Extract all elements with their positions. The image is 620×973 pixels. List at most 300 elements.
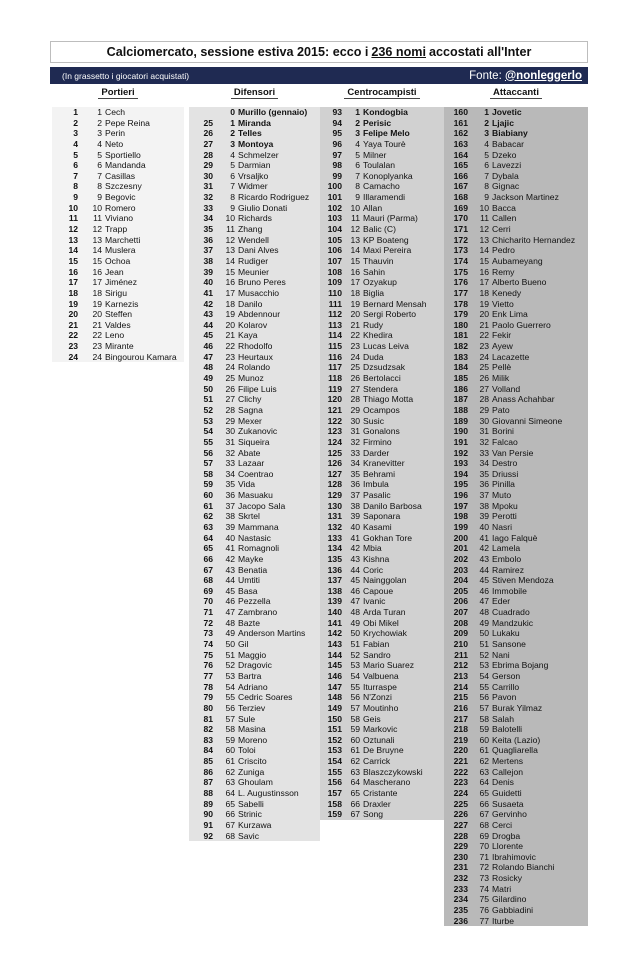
player-name: Toloi: [238, 745, 256, 756]
overall-number: 226: [453, 809, 468, 820]
player-row: [444, 107, 588, 118]
overall-number: 149: [327, 702, 342, 713]
player-row: [320, 692, 444, 703]
player-row: [189, 682, 320, 693]
overall-number: 58: [203, 468, 213, 479]
player-row: [320, 352, 444, 363]
role-number: 62: [350, 756, 360, 767]
role-number: 65: [350, 788, 360, 798]
overall-number: 108: [327, 266, 342, 277]
player-row: [444, 788, 588, 799]
role-number: 21: [350, 319, 360, 330]
overall-number: 109: [327, 277, 342, 288]
role-number: 32: [225, 447, 235, 458]
role-number: 37: [350, 490, 360, 501]
role-number: 11: [480, 213, 489, 224]
player-row: [444, 905, 588, 916]
player-name: Moreno: [238, 734, 268, 745]
role-number: 64: [479, 777, 489, 788]
player-row: [52, 320, 184, 331]
role-number: 35: [225, 479, 235, 490]
role-number: 28: [350, 394, 360, 405]
player-name: Guidetti: [492, 788, 522, 798]
player-row: [444, 735, 588, 746]
player-name: Coric: [363, 564, 384, 575]
role-number: 55: [350, 681, 360, 692]
overall-number: 155: [327, 766, 342, 777]
role-number: 20: [92, 309, 102, 320]
column-header-attaccanti: [444, 86, 588, 99]
role-number: 75: [479, 894, 489, 905]
overall-number: 152: [327, 734, 342, 745]
overall-number: 212: [453, 660, 468, 671]
overall-number: 80: [203, 702, 213, 713]
role-number: 26: [350, 373, 360, 384]
player-name: Casillas: [105, 170, 136, 181]
overall-number: 24: [68, 351, 78, 362]
player-row: [444, 277, 588, 288]
player-name: Susaeta: [492, 798, 524, 809]
role-number: 6: [230, 170, 235, 181]
overall-number: 208: [453, 617, 468, 628]
overall-number: 236: [453, 915, 468, 926]
role-number: 25: [479, 362, 489, 373]
overall-number: 61: [203, 500, 213, 511]
player-row: [320, 618, 444, 629]
player-row: [320, 490, 444, 501]
overall-number: 206: [453, 596, 468, 607]
overall-number: 127: [327, 468, 342, 479]
overall-number: 148: [327, 692, 342, 703]
overall-number: 204: [453, 575, 468, 586]
overall-number: 159: [327, 809, 342, 820]
overall-number: 60: [203, 490, 213, 501]
player-name: Cedric Soares: [238, 692, 293, 703]
overall-number: 176: [453, 277, 468, 288]
role-number: 57: [350, 702, 360, 713]
player-name: Sansone: [492, 639, 526, 650]
overall-number: 231: [453, 862, 468, 873]
column-header-difensori: [189, 86, 320, 99]
player-name: Mammana: [238, 521, 279, 532]
role-number: 72: [479, 862, 489, 873]
player-row: [444, 320, 588, 331]
player-name: Rudy: [363, 319, 384, 330]
player-row: [189, 235, 320, 246]
role-number: 2: [484, 117, 489, 128]
overall-number: 129: [327, 490, 342, 501]
player-name: Thiago Motta: [363, 394, 414, 405]
player-row: [444, 862, 588, 873]
player-name: Blaszczykowski: [363, 766, 423, 777]
player-row: [444, 565, 588, 576]
player-row: [320, 767, 444, 778]
title-suffix: accostati all'Inter: [429, 45, 532, 59]
player-row: [444, 809, 588, 820]
role-number: 42: [225, 553, 235, 564]
player-name: Cuadrado: [492, 607, 530, 618]
player-row: [444, 831, 588, 842]
player-row: [320, 586, 444, 597]
player-row: [444, 586, 588, 597]
player-row: [52, 192, 184, 203]
player-row: [320, 309, 444, 320]
overall-number: 55: [203, 436, 213, 447]
overall-number: 119: [328, 383, 342, 394]
player-name: Ebrima Bojang: [492, 660, 549, 671]
overall-number: 224: [453, 788, 468, 798]
role-number: 41: [225, 543, 235, 554]
overall-number: 143: [327, 639, 342, 650]
overall-number: 161: [453, 117, 468, 128]
role-number: 32: [350, 436, 360, 447]
role-number: 58: [479, 713, 489, 724]
player-row: [189, 777, 320, 788]
overall-number: 7: [73, 170, 78, 181]
role-number: 52: [479, 649, 489, 660]
overall-number: 181: [453, 330, 468, 341]
player-name: Sportiello: [105, 149, 141, 160]
player-name: Nainggolan: [363, 575, 407, 586]
player-row: [52, 213, 184, 224]
overall-number: 59: [203, 479, 213, 490]
player-row: [444, 426, 588, 437]
player-row: [320, 362, 444, 373]
overall-number: 200: [453, 532, 468, 543]
overall-number: 160: [453, 107, 468, 117]
player-name: Anderson Martins: [238, 628, 306, 639]
overall-number: 1: [73, 107, 78, 117]
player-row: [444, 501, 588, 512]
player-name: Heurtaux: [238, 351, 273, 362]
role-number: 39: [479, 511, 489, 522]
role-number: 1: [355, 107, 360, 117]
player-name: Callejon: [492, 766, 524, 777]
overall-number: 188: [453, 404, 468, 415]
overall-number: 120: [327, 394, 342, 405]
role-number: 26: [225, 383, 235, 394]
role-number: 66: [479, 798, 489, 809]
player-row: [320, 533, 444, 544]
player-row: [444, 660, 588, 671]
overall-number: 182: [453, 341, 468, 352]
role-number: 61: [479, 745, 489, 756]
overall-number: 189: [453, 415, 468, 426]
role-number: 56: [479, 692, 489, 703]
player-row: [189, 724, 320, 735]
role-number: 66: [350, 798, 360, 809]
overall-number: 234: [453, 894, 468, 905]
overall-number: 158: [327, 798, 342, 809]
overall-number: 41: [203, 287, 213, 298]
player-row: [444, 118, 588, 129]
role-number: 69: [479, 830, 489, 841]
role-number: 15: [225, 266, 235, 277]
overall-number: 178: [453, 298, 468, 309]
player-row: [320, 267, 444, 278]
overall-number: 205: [453, 585, 468, 596]
player-row: [189, 469, 320, 480]
player-name: Pepe Reina: [105, 117, 150, 128]
role-number: 65: [225, 798, 235, 809]
role-number: 1: [97, 107, 102, 117]
player-row: [189, 384, 320, 395]
player-row: [189, 224, 320, 235]
player-row: [189, 533, 320, 544]
player-row: [444, 703, 588, 714]
role-number: 9: [97, 192, 102, 203]
player-row: [189, 426, 320, 437]
player-name: Balotelli: [492, 724, 523, 735]
overall-number: 165: [453, 160, 468, 171]
player-name: Iago Falquè: [492, 532, 538, 543]
player-name: Marchetti: [105, 234, 141, 245]
overall-number: 87: [203, 777, 213, 788]
player-row: [189, 639, 320, 650]
overall-number: 73: [203, 628, 213, 639]
player-row: [320, 405, 444, 416]
player-row: [320, 724, 444, 735]
player-row: [189, 288, 320, 299]
player-row: [52, 277, 184, 288]
role-number: 13: [350, 234, 360, 245]
overall-number: 171: [453, 224, 468, 235]
overall-number: 69: [203, 585, 213, 596]
role-number: 5: [484, 149, 489, 160]
overall-number: 36: [203, 234, 213, 245]
overall-number: 229: [453, 841, 468, 852]
player-name: Rosicky: [492, 873, 523, 884]
role-number: 18: [479, 287, 489, 298]
role-number: 28: [225, 404, 235, 415]
overall-number: 49: [203, 373, 213, 384]
role-number: 35: [479, 468, 489, 479]
player-name: Pato: [492, 404, 510, 415]
player-row: [320, 139, 444, 150]
player-name: Muslera: [105, 245, 136, 256]
role-number: 8: [97, 181, 102, 192]
player-name: Jiménez: [105, 277, 137, 288]
player-row: [189, 714, 320, 725]
role-number: 59: [479, 724, 489, 735]
player-row: [444, 352, 588, 363]
player-name: Mauri (Parma): [363, 213, 418, 224]
player-name: Chicharito Hernandez: [492, 234, 576, 245]
player-row: [444, 756, 588, 767]
player-name: Szczesny: [105, 181, 142, 192]
role-number: 49: [225, 628, 235, 639]
player-row: [320, 522, 444, 533]
player-row: [189, 501, 320, 512]
overall-number: 42: [203, 298, 213, 309]
player-row: [320, 714, 444, 725]
player-row: [189, 820, 320, 831]
overall-number: 142: [327, 628, 342, 639]
overall-number: 210: [453, 639, 468, 650]
overall-number: 2: [73, 117, 78, 128]
player-name: Jackson Martinez: [492, 192, 559, 203]
player-name: Clichy: [238, 394, 262, 405]
title-count: 236 nomi: [371, 45, 426, 59]
player-row: [444, 309, 588, 320]
player-row: [444, 628, 588, 639]
role-number: 58: [350, 713, 360, 724]
overall-number: 107: [327, 255, 342, 266]
player-row: [444, 618, 588, 629]
player-name: Pezzella: [238, 596, 271, 607]
player-name: Milner: [363, 149, 387, 160]
role-number: 30: [225, 426, 235, 437]
player-name: Musacchio: [238, 287, 280, 298]
player-name: Ozyakup: [363, 277, 397, 288]
player-row: [320, 607, 444, 618]
overall-number: 103: [327, 213, 342, 224]
role-number: 13: [225, 245, 235, 256]
overall-number: 170: [453, 213, 468, 224]
role-number: 55: [225, 692, 235, 703]
role-number: 6: [97, 160, 102, 171]
player-name: Jovetic: [492, 107, 522, 117]
player-name: Drogba: [492, 830, 521, 841]
player-name: L. Augustinsson: [238, 788, 299, 798]
role-number: 53: [350, 660, 360, 671]
role-number: 45: [225, 585, 235, 596]
overall-number: 99: [332, 170, 342, 181]
role-number: 8: [230, 192, 235, 203]
role-number: 52: [350, 649, 360, 660]
player-row: [320, 501, 444, 512]
overall-number: 53: [203, 415, 213, 426]
player-name: Biglia: [363, 287, 385, 298]
role-number: 67: [350, 809, 360, 820]
player-name: Maxi Pereira: [363, 245, 412, 256]
role-number: 16: [225, 277, 235, 288]
overall-number: 184: [453, 362, 468, 373]
role-number: 15: [92, 255, 102, 266]
role-number: 21: [225, 330, 235, 341]
role-number: 54: [225, 681, 235, 692]
player-name: Begovic: [105, 192, 136, 203]
player-row: [444, 575, 588, 586]
player-name: Bazte: [238, 617, 260, 628]
role-number: 2: [230, 128, 235, 139]
role-number: 27: [225, 394, 235, 405]
player-row: [189, 596, 320, 607]
player-name: Valdes: [105, 319, 131, 330]
player-name: Lucas Leiva: [363, 341, 409, 352]
role-number: 31: [225, 436, 235, 447]
player-name: Dybala: [492, 170, 519, 181]
player-row: [320, 437, 444, 448]
player-name: Strinic: [238, 809, 262, 820]
role-number: 53: [479, 660, 489, 671]
role-number: 61: [225, 756, 235, 767]
player-row: [320, 565, 444, 576]
player-row: [189, 703, 320, 714]
role-number: 10: [92, 202, 102, 213]
player-row: [444, 256, 588, 267]
role-number: 12: [479, 224, 489, 235]
player-row: [444, 458, 588, 469]
player-name: Giulio Donati: [238, 202, 288, 213]
player-row: [189, 628, 320, 639]
player-name: Darmian: [238, 160, 271, 171]
role-number: 5: [355, 149, 360, 160]
role-number: 19: [225, 309, 235, 320]
player-name: Sagna: [238, 404, 263, 415]
overall-number: 18: [68, 287, 78, 298]
player-name: Danilo: [238, 298, 263, 309]
overall-number: 19: [68, 298, 78, 309]
role-number: 45: [350, 575, 360, 586]
player-name: Lazaar: [238, 458, 265, 469]
role-number: 64: [225, 788, 235, 798]
overall-number: 202: [453, 553, 468, 564]
overall-number: 110: [328, 287, 342, 298]
overall-number: 133: [327, 532, 342, 543]
player-name: Sirigu: [105, 287, 127, 298]
overall-number: 130: [327, 500, 342, 511]
player-name: Balic (C): [363, 224, 396, 235]
player-row: [52, 288, 184, 299]
player-name: Mario Suarez: [363, 660, 415, 671]
overall-number: 233: [453, 883, 468, 894]
overall-number: 166: [453, 170, 468, 181]
role-number: 13: [479, 234, 489, 245]
player-row: [444, 692, 588, 703]
player-name: Capoue: [363, 585, 394, 596]
player-row: [320, 288, 444, 299]
player-name: Miranda: [238, 117, 271, 128]
role-number: 10: [225, 213, 235, 224]
overall-number: 191: [453, 436, 468, 447]
overall-number: 93: [332, 107, 342, 117]
overall-number: 156: [327, 777, 342, 788]
player-row: [189, 118, 320, 129]
source-handle-link[interactable]: @nonleggerlo: [504, 69, 582, 82]
player-name: Ramirez: [492, 564, 524, 575]
role-number: 68: [225, 830, 235, 841]
player-row: [444, 543, 588, 554]
player-row: [444, 330, 588, 341]
player-name: Gil: [238, 639, 249, 650]
role-number: 35: [350, 468, 360, 479]
player-row: [444, 448, 588, 459]
role-number: 47: [225, 607, 235, 618]
player-row: [444, 341, 588, 352]
player-row: [52, 330, 184, 341]
overall-number: 101: [327, 192, 342, 203]
player-row: [444, 873, 588, 884]
player-row: [189, 309, 320, 320]
player-name: Mbia: [363, 543, 382, 554]
player-name: Konoplyanka: [363, 170, 413, 181]
role-number: 3: [484, 128, 489, 139]
player-name: Lacazette: [492, 351, 530, 362]
player-name: Bernard Mensah: [363, 298, 427, 309]
player-row: [444, 894, 588, 905]
centrocampisti-list: [320, 107, 444, 820]
player-name: Burak Yilmaz: [492, 702, 543, 713]
overall-number: 175: [453, 266, 468, 277]
player-name: Bertolacci: [363, 373, 401, 384]
overall-number: 11: [68, 213, 78, 224]
role-number: 10: [479, 202, 489, 213]
role-number: 50: [225, 639, 235, 650]
player-row: [320, 384, 444, 395]
player-row: [320, 671, 444, 682]
attaccanti-list: [444, 107, 588, 926]
